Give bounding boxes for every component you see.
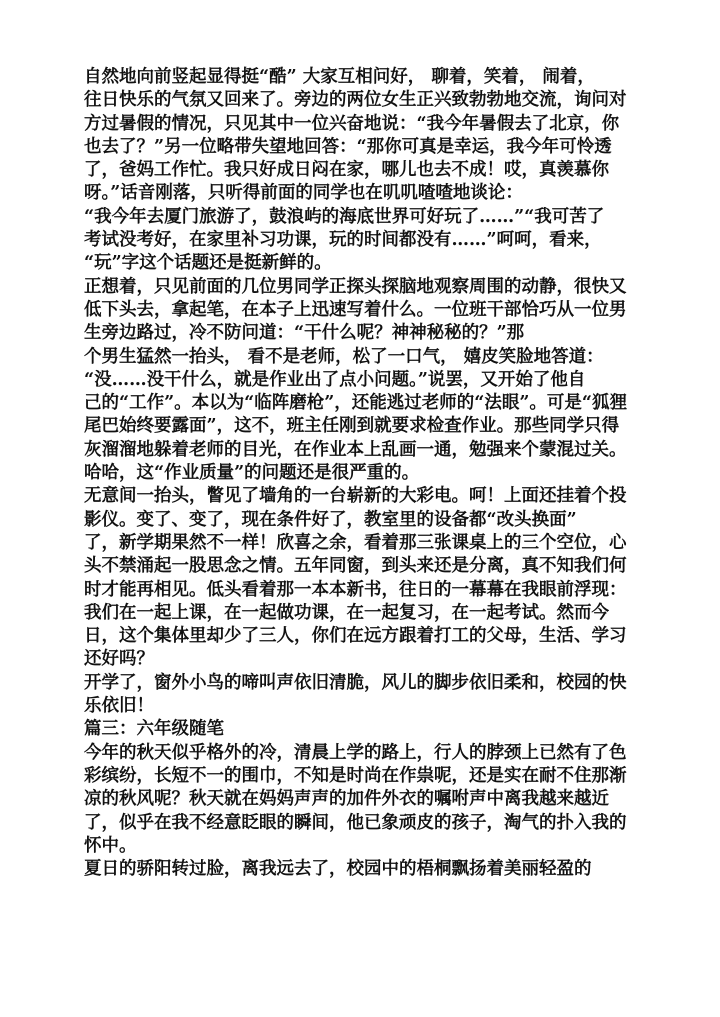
text-line: 尾巴始终要露面”，这不，班主任刚到就要求检查作业。那些同学只得 (84, 416, 620, 437)
text-line: 乐依旧！ (84, 696, 154, 717)
text-line: 时才能再相见。低头看着那一本本新书，往日的一幕幕在我眼前浮现： (84, 579, 627, 600)
text-line: 正想着，只见前面的几位男同学正探头探脑地观察周围的动静，很快又 (84, 276, 627, 297)
text-line: 开学了，窗外小鸟的啼叫声依旧清脆，风儿的脚步依旧柔和，校园的快 (84, 672, 627, 693)
essay-text (84, 66, 684, 881)
text-line: “玩”字这个话题还是挺新鲜的。 (84, 253, 332, 274)
text-line: 了，新学期果然不一样！欣喜之余，看着那三张课桌上的三个空位，心 (84, 532, 627, 553)
text-line: 我们在一起上课，在一起做功课，在一起复习，在一起考试。然而今 (84, 602, 609, 623)
text-line: 了，似乎在我不经意眨眼的瞬间，他已象顽皮的孩子，淘气的扑入我的 (84, 812, 627, 833)
text-line: 还好吗？ (84, 649, 154, 670)
text-line: 夏日的骄阳转过脸，离我远去了，校园中的梧桐飘扬着美丽轻盈的 (84, 859, 592, 880)
text-line: 凉的秋风呢？秋天就在妈妈声声的加件外衣的嘱咐声中离我越来越近 (84, 789, 609, 810)
text-line: 低下头去，拿起笔，在本子上迅速写着什么。一位班干部恰巧从一位男 (84, 299, 627, 320)
text-line: 己的“工作”。本以为“临阵磨枪”，还能逃过老师的“法眼”。可是“狐狸 (84, 393, 627, 414)
text-line: 呀。”话音刚落，只听得前面的同学也在叽叽喳喳地谈论： (84, 183, 523, 204)
text-line: 也去了？”另一位略带失望地回答：“那你可真是幸运，我今年可怜透 (84, 136, 612, 157)
text-line: 怀中。 (84, 835, 137, 856)
text-line: “没……没干什么，就是作业出了点小问题。”说罢，又开始了他自 (84, 369, 586, 390)
text-line: 今年的秋天似乎格外的冷，清晨上学的路上，行人的脖颈上已然有了色 (84, 742, 627, 763)
text-line: 了，爸妈工作忙。我只好成日闷在家，哪儿也去不成！哎，真羡慕你 (84, 160, 609, 181)
text-line: 影仪。变了、变了，现在条件好了，教室里的设备都“改头换面” (84, 509, 577, 530)
text-line: 哈哈，这“作业质量”的问题还是很严重的。 (84, 463, 420, 484)
text-line: 彩缤纷，长短不一的围巾，不知是时尚在作祟呢，还是实在耐不住那渐 (84, 765, 627, 786)
text-line: 生旁边路过，冷不防问道：“干什么呢？神神秘秘的？”那 (84, 323, 525, 344)
text-line: 考试没考好，在家里补习功课，玩的时间都没有……”呵呵，看来， (84, 230, 602, 251)
text-line: 灰溜溜地躲着老师的目光，在作业本上乱画一通，勉强来个蒙混过关。 (84, 439, 627, 460)
text-line: 往日快乐的气氛又回来了。旁边的两位女生正兴致勃勃地交流，询问对 (84, 90, 627, 111)
text-line: 日，这个集体里却少了三人，你们在远方跟着打工的父母，生活、学习 (84, 626, 627, 647)
text-line: 自然地向前竖起显得挺“酷” 大家互相问好， 聊着，笑着， 闹着， (84, 67, 595, 87)
text-line: “我今年去厦门旅游了，鼓浪屿的海底世界可好玩了……”“我可苦了 (84, 206, 605, 227)
text-line: 头不禁涌起一股思念之情。五年同窗，到头来还是分离，真不知我们何 (84, 556, 627, 577)
text-line: 无意间一抬头，瞥见了墙角的一台崭新的大彩电。呵！上面还挂着个投 (84, 486, 627, 507)
text-line: 方过暑假的情况，只见其中一位兴奋地说：“我今年暑假去了北京，你 (84, 113, 620, 134)
text-line: 篇三：六年级随笔 (84, 719, 224, 740)
text-line: 个男生猛然一抬头， 看不是老师，松了一口气， 嬉皮笑脸地答道： (84, 346, 604, 367)
